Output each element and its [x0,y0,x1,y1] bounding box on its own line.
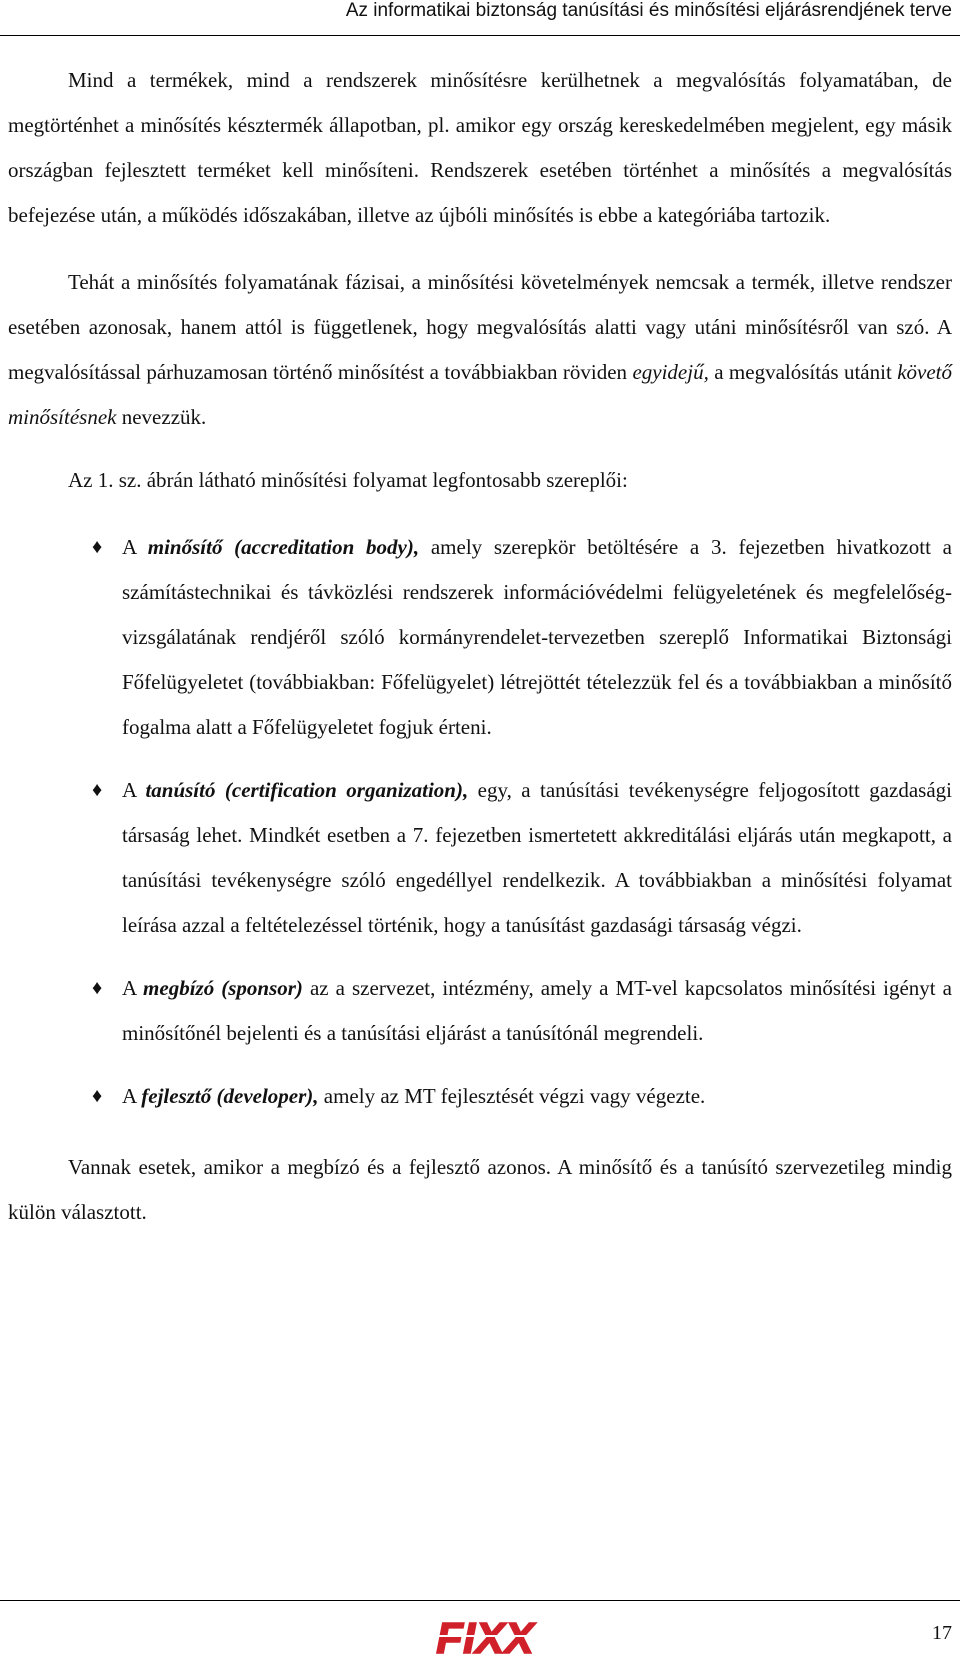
list-item-prefix: A [122,976,144,1000]
list-item [0,966,952,1056]
actors-intro: Az 1. sz. ábrán látható minősítési folyamat legfontosabb szereplői: [68,468,628,492]
fixx-logo-icon [420,1610,550,1662]
list-item-text: az a szervezet, intézmény, amely a MT-vel kapcsolatos minősítési igényt a minősítőnél bejelenti és a tanúsítási eljárást a tanúsítónál megrendeli. [122,976,952,1045]
term-egyideju: egyidejű, [632,360,709,384]
logo-text: FIXX [436,1614,534,1662]
list-item-prefix: A [122,535,148,559]
page-number: 17 [932,1622,952,1644]
list-item-prefix: A [122,1084,142,1108]
paragraph-1: Mind a termékek, mind a rendszerek minősítésre kerülhetnek a megvalósítás folyamatában, de megtörténhet a minősítés késztermék állapotban, pl. amikor egy ország kereskedelmében megjelent, egy másik országban fejlesztett terméket kell minősíteni. Rendszerek esetében történhet a minősítés a megvalósítás befejezése után, a működés időszakában, illetve az újbóli minősítés is ebbe a kategóriába tartozik. [8,68,952,227]
diamond-bullet-icon: ♦ [92,536,103,558]
list-item-term: tanúsító (certification organization), [145,778,469,802]
paragraph-2-end: nevezzük. [116,405,207,429]
footer-divider [0,1600,960,1601]
list-item-text: amely szerepkör betöltésére a 3. fejezetben hivatkozott a számítástechnikai és távközlési rendszerek információvédelmi felügyeletének és megfelelőség-vizsgálatának rendjéről szóló kormányrendelet-tervezetben szereplő Informatikai Biztonsági Főfelügyeletet (továbbiakban: Főfelügyelet) létrejöttét tételezzük fel és a továbbiakban a minősítő fogalma alatt a Főfelügyeletet fogjuk érteni. [122,535,952,739]
paragraph-2-mid: a megvalósítás utánit [708,360,898,384]
document-body [8,58,952,1235]
paragraph-2 [8,260,952,440]
diamond-bullet-icon: ♦ [92,779,103,801]
page-header [0,0,960,36]
list-item [0,1074,952,1119]
diamond-bullet-icon: ♦ [92,1085,103,1107]
closing-paragraph: Vannak esetek, amikor a megbízó és a fejlesztő azonos. A minősítő és a tanúsító szervezetileg mindig külön választott. [8,1155,952,1224]
list-item-prefix: A [122,778,146,802]
list-item-text: egy, a tanúsítási tevékenységre feljogosított gazdasági társaság lehet. Mindkét esetben a 7. fejezetben ismertetett akkreditálási eljárás után megkapott, a tanúsítási tevékenységre szóló engedéllyel rendelkezik. A továbbiakban a minősítési folyamat leírása azzal a feltételezéssel történik, hogy a tanúsítást gazdasági társaság végzi. [122,778,952,937]
list-item-term: fejlesztő (developer), [141,1084,319,1108]
paragraph-2-start: Tehát a minősítés folyamatának fázisai, a minősítési követelmények nemcsak a termék, illetve rendszer esetében azonosak, hanem attól is függetlenek, hogy megvalósítás alatti vagy utáni minősítésről van szó. A megvalósítással párhuzamosan történő minősítést a továbbiakban röviden [8,270,952,384]
list-item-term: minősítő (accreditation body), [147,535,420,559]
header-title: Az informatikai biztonság tanúsítási és minősítési eljárásrendjének terve [345,0,952,21]
list-item-term: megbízó (sponsor) [143,976,303,1000]
actors-list [8,525,952,1119]
list-item [0,768,952,948]
diamond-bullet-icon: ♦ [92,977,103,999]
list-item [0,525,952,750]
list-item-text: amely az MT fejlesztését végzi vagy végezte. [318,1084,706,1108]
term-koveto-minosites: követő minősítésnek [8,360,952,429]
